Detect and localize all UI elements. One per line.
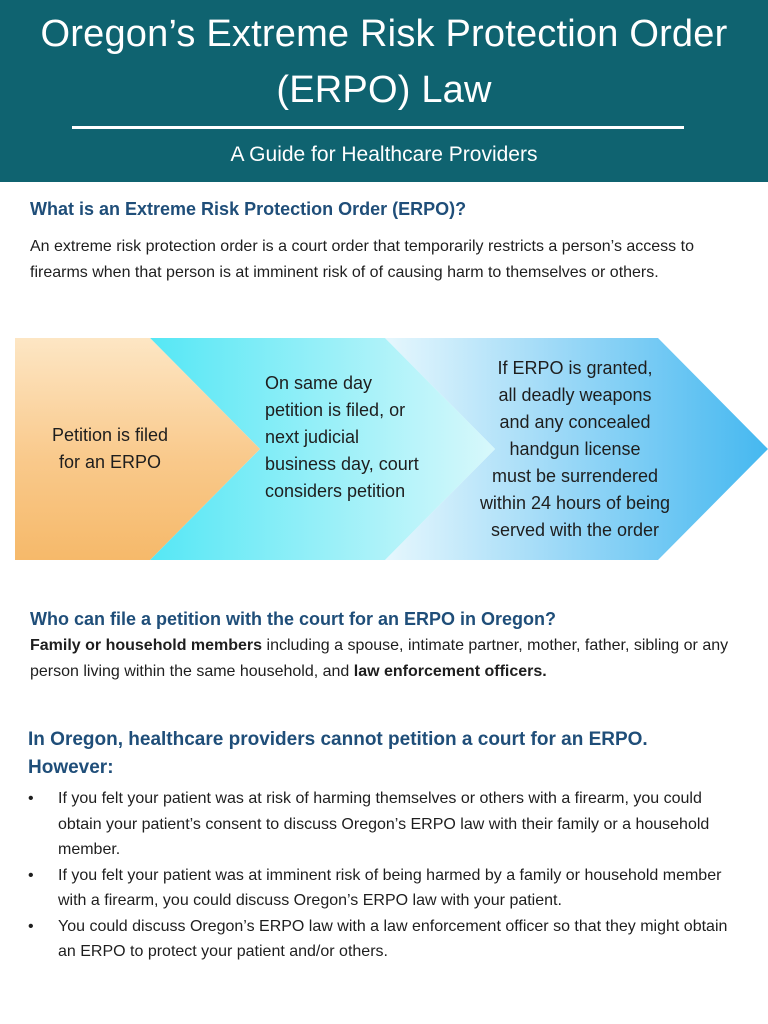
- flow-step-2-line: On same day: [265, 373, 373, 393]
- flow-step-3-line: handgun license: [509, 439, 641, 459]
- providers-heading-line1: In Oregon, healthcare providers cannot petition a court for an ERPO.: [28, 729, 648, 750]
- flow-step-1-line: Petition is filed: [51, 425, 169, 445]
- flow-step-2-line: next judicial: [265, 427, 360, 447]
- flow-step-2-line: considers petition: [265, 481, 406, 501]
- providers-heading: [28, 726, 648, 782]
- list-item: [28, 914, 748, 965]
- flow-step-3-line: served with the order: [490, 520, 660, 540]
- providers-heading-line2: However:: [28, 757, 114, 778]
- flow-step-3-line: If ERPO is granted,: [497, 358, 653, 378]
- bullet-text: If you felt your patient was at risk of harming themselves or others with a firearm, you could obtain your patient’s consent to discuss Oregon’s ERPO law with their family or a household member.: [58, 790, 710, 858]
- bullet-text: If you felt your patient was at imminent risk of being harmed by a family or household member with a firearm, you could discuss Oregon’s ERPO law with your patient.: [58, 866, 722, 909]
- who-heading: Who can file a petition with the court for an ERPO in Oregon?: [30, 609, 557, 629]
- list-item: [28, 786, 748, 863]
- who-text: including a spouse, intimate partner, mother, father, sibling or any person living within the same household, and: [30, 637, 729, 680]
- page-title-line1: Oregon’s Extreme Risk Protection Order: [40, 13, 728, 55]
- who-bold-family: Family or household members: [30, 637, 263, 654]
- who-body: [30, 633, 730, 685]
- page-subtitle: A Guide for Healthcare Providers: [230, 143, 538, 166]
- what-heading: What is an Extreme Risk Protection Order (ERPO)?: [30, 199, 467, 219]
- bullet-icon: •: [28, 917, 34, 935]
- flow-step-3-text: [455, 355, 695, 544]
- flow-step-3-line: and any concealed: [499, 412, 651, 432]
- list-item: [28, 863, 748, 914]
- bullet-icon: •: [28, 790, 34, 807]
- flow-step-2-text: [265, 370, 455, 505]
- flow-step-2-line: petition is filed, or: [265, 400, 406, 420]
- process-flow: [0, 338, 768, 560]
- page-title-line2: (ERPO) Law: [276, 69, 492, 111]
- bullet-icon: •: [28, 866, 34, 884]
- flow-step-3-line: must be surrendered: [491, 466, 659, 486]
- who-bold-law: law enforcement officers.: [353, 663, 547, 680]
- flow-step-1-text: [30, 422, 190, 476]
- title-divider: [72, 126, 684, 129]
- page-title: [0, 6, 768, 118]
- flow-step-3-line: all deadly weapons: [498, 385, 652, 405]
- flow-step-2-line: business day, court: [265, 454, 419, 474]
- flow-step-1-line: for an ERPO: [58, 452, 162, 472]
- what-body: An extreme risk protection order is a court order that temporarily restricts a person’s access to firearms when that person is at imminent risk of of causing harm to themselves or others.: [30, 238, 694, 281]
- title-banner: [0, 0, 768, 182]
- flow-step-3-line: within 24 hours of being: [479, 493, 671, 513]
- bullet-text: You could discuss Oregon’s ERPO law with a law enforcement officer so that they might obtain an ERPO to protect your patient and/or others.: [58, 917, 728, 960]
- providers-bullet-list: [28, 786, 748, 965]
